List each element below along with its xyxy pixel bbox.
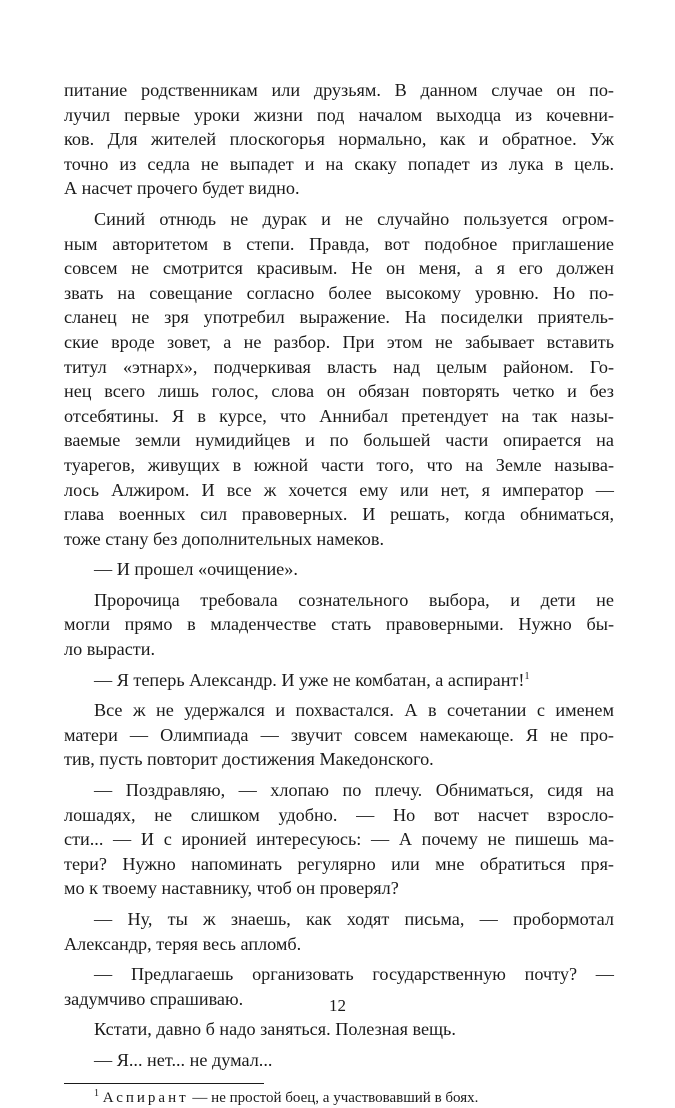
text-line: совсем не смотрится красивым. Не он меня, а я его должен bbox=[64, 258, 614, 279]
text-line: звать на совещание согласно более высокому уровню. Но по- bbox=[64, 282, 614, 303]
text-line: задумчиво спрашиваю. bbox=[64, 988, 244, 1009]
text-line: Пророчица требовала сознательного выбора, и дети не bbox=[94, 589, 614, 610]
text-line: — Ну, ты ж знаешь, как ходят письма, — пробормотал bbox=[94, 909, 614, 929]
text-line: мо к твоему наставнику, чтоб он проверял? bbox=[64, 878, 399, 899]
paragraph bbox=[64, 668, 614, 693]
paragraph bbox=[64, 557, 614, 582]
paragraph bbox=[64, 907, 614, 956]
main-text bbox=[64, 78, 614, 1073]
text-line: — Я... нет... не думал... bbox=[94, 1049, 273, 1070]
text-line: матери — Олимпиада — звучит совсем намекающе. Я не про- bbox=[64, 724, 614, 745]
text-line: А насчет прочего будет видно. bbox=[64, 178, 300, 199]
footnote-divider bbox=[64, 1083, 264, 1084]
paragraph bbox=[64, 698, 614, 772]
text-line: титул «этнарх», подчеркивая власть над целым районом. Го- bbox=[64, 356, 614, 377]
text-line: тери? Нужно напоминать регулярно или мне обратиться пря- bbox=[64, 853, 614, 874]
footnote-reference: 1 bbox=[524, 670, 530, 682]
text-line: питание родственникам или друзьям. В данном случае он по- bbox=[64, 80, 614, 100]
text-line: ло вырасти. bbox=[64, 639, 155, 660]
text-line: глава военных сил правоверных. И решать, когда обниматься, bbox=[64, 504, 614, 525]
text-line: туарегов, живущих в южной части того, что на Земле называ- bbox=[64, 454, 614, 475]
text-line: могли прямо в младенчестве стать правоверными. Нужно бы- bbox=[64, 614, 614, 635]
footnote-term: Аспирант bbox=[102, 1089, 189, 1106]
text-line: сти... — И с иронией интересуюсь: — А почему не пишешь ма- bbox=[64, 829, 614, 850]
footnote bbox=[64, 1088, 614, 1108]
text-line: Все ж не удержался и похвастался. А в сочетании с именем bbox=[94, 700, 614, 721]
text-line: Кстати, давно б надо заняться. Полезная вещь. bbox=[94, 1019, 456, 1040]
text-line: тоже стану без дополнительных намеков. bbox=[64, 528, 385, 549]
paragraph bbox=[64, 588, 614, 662]
footnote-number: 1 bbox=[94, 1087, 99, 1099]
text-line: — И прошел «очищение». bbox=[94, 559, 298, 580]
text-line: точно из седла не выпадет и на скаку попадет из лука в цель. bbox=[64, 153, 614, 174]
text-line: — Предлагаешь организовать государственную почту? — bbox=[94, 964, 614, 985]
text-line: ваемые земли нумидийцев и по большей части опирается на bbox=[64, 430, 614, 451]
text-line: ков. Для жителей плоскогорья нормально, как и обратное. Уж bbox=[64, 129, 614, 150]
text-line: лось Алжиром. И все ж хочется ему или нет, я император — bbox=[64, 479, 614, 500]
text-line: тив, пусть повторит достижения Македонского. bbox=[64, 749, 434, 770]
text-line: — Я теперь Александр. И уже не комбатан, а аспирант!$^1$ bbox=[94, 669, 530, 690]
paragraph bbox=[64, 78, 614, 201]
text-line: лошадях, не слишком удобно. — Но вот насчет взросло- bbox=[64, 804, 614, 825]
text-line: ным авторитетом в степи. Правда, вот подобное приглашение bbox=[64, 233, 614, 254]
page-number: 12 bbox=[329, 996, 346, 1015]
page-body bbox=[64, 78, 614, 1108]
text-line: нец всего лишь голос, слова он обязан повторять четко и без bbox=[64, 381, 614, 402]
text-line: Синий отнюдь не дурак и не случайно пользуется огром- bbox=[94, 208, 614, 229]
text-line: лучил первые уроки жизни под началом выходца из кочевни- bbox=[64, 104, 614, 125]
paragraph bbox=[64, 1017, 614, 1042]
paragraph bbox=[64, 1048, 614, 1073]
text-line: ские вроде зовет, а не разбор. При этом не забывает вставить bbox=[64, 331, 614, 352]
text-line: отсебятины. Я в курсе, что Аннибал претендует на так назы- bbox=[64, 405, 614, 426]
text-line: сланец не зря употребил выражение. На посиделки приятель- bbox=[64, 307, 614, 328]
text-line: — Поздравляю, — хлопаю по плечу. Обниматься, сидя на bbox=[94, 780, 614, 801]
paragraph bbox=[64, 778, 614, 901]
paragraph bbox=[64, 207, 614, 551]
footnote-text: — не простой боец, а участвовавший в боях. bbox=[188, 1089, 479, 1106]
text-line: Александр, теряя весь апломб. bbox=[64, 933, 302, 954]
